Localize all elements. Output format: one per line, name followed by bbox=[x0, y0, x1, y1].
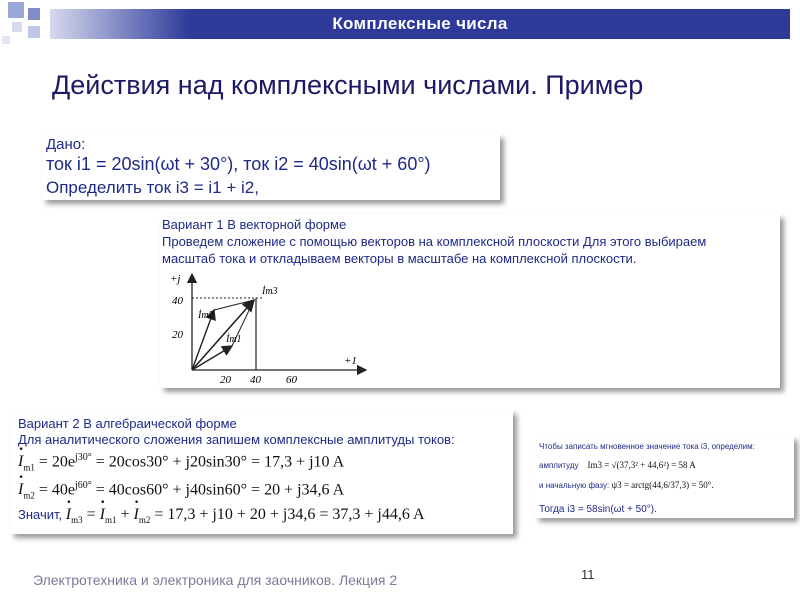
given-currents: ток i1 = 20sin(ωt + 30°), ток i2 = 40sin(ωt + 60°) bbox=[46, 154, 431, 174]
vector-parallelogram bbox=[214, 300, 254, 310]
slide-title: Действия над комплексными числами. Пример bbox=[52, 70, 644, 100]
side-panel bbox=[535, 436, 794, 518]
header-title: Комплексные числа bbox=[332, 14, 508, 33]
y-tick-label: 40 bbox=[172, 295, 183, 307]
header-bar bbox=[50, 9, 790, 39]
equation-im1: · $I_{m1} = 20e^{j30^\circ} = 20\cos 30^\circ + j20\sin 30^\circ = 17,3 + j10$ A bbox=[18, 452, 344, 473]
equation-im2: · $I_{m2} = 40e^{j60^\circ} = 40\cos 60^\circ + j40\sin 60^\circ = 20 + j34,6$ A bbox=[18, 480, 344, 501]
vector-panel bbox=[160, 214, 780, 388]
side-text-line: Чтобы записать мгновенное значение тока i3, определим: bbox=[539, 442, 755, 451]
y-axis-label: +j bbox=[170, 273, 181, 285]
given-panel bbox=[42, 134, 500, 200]
algebra-panel bbox=[10, 410, 513, 534]
x-tick-label: 40 bbox=[250, 374, 261, 386]
slide-number: 11 bbox=[581, 567, 595, 582]
given-label: Дано: bbox=[46, 136, 86, 153]
decor-square bbox=[8, 2, 24, 18]
vector-label: İm1 bbox=[226, 334, 242, 345]
x-axis-label: +1 bbox=[344, 355, 357, 367]
equation-im3: Значит, · $I_{m3}$ = · $I_{m1}$ + · $I_{m2} = 17,3 + j10 + 20 + j34,6 = 37,3 + j44,6$ A bbox=[18, 506, 425, 525]
side-amplitude: амплитуду Im3 = √(37,3² + 44,6²) = 58 A bbox=[539, 460, 696, 470]
algebra-heading: Вариант 2 В алгебраической форме bbox=[18, 416, 237, 431]
given-task: Определить ток i3 = i1 + i2, bbox=[46, 178, 259, 197]
vector-text-line: масштаб тока и откладываем векторы в масштабе на комплексной плоскости. bbox=[162, 251, 637, 266]
vector-heading: Вариант 1 В векторной форме bbox=[162, 217, 347, 232]
y-tick-label: 20 bbox=[172, 329, 183, 341]
vector-label: İm3 bbox=[262, 286, 278, 297]
decor-square bbox=[28, 26, 40, 38]
decor-square bbox=[12, 22, 22, 32]
x-tick-label: 60 bbox=[286, 374, 297, 386]
decor-square bbox=[28, 8, 40, 20]
vector-text-line: Проведем сложение с помощью векторов на комплексной плоскости Для этого выбираем bbox=[162, 234, 707, 249]
algebra-intro: Для аналитического сложения запишем комплексные амплитуды токов: bbox=[18, 432, 455, 447]
vector-diagram bbox=[166, 268, 376, 386]
side-result: Тогда i3 = 58sin(ωt + 50°). bbox=[539, 504, 657, 515]
footer-text: Электротехника и электроника для заочников. Лекция 2 bbox=[33, 572, 398, 588]
decor-square bbox=[2, 36, 10, 44]
x-tick-label: 20 bbox=[220, 374, 231, 386]
side-phase: и начальную фазу: ψ3 = arctg(44,6/37,3) = 50°. bbox=[539, 480, 714, 490]
vector-label: İm2 bbox=[198, 310, 214, 321]
vector-im1 bbox=[192, 346, 232, 370]
